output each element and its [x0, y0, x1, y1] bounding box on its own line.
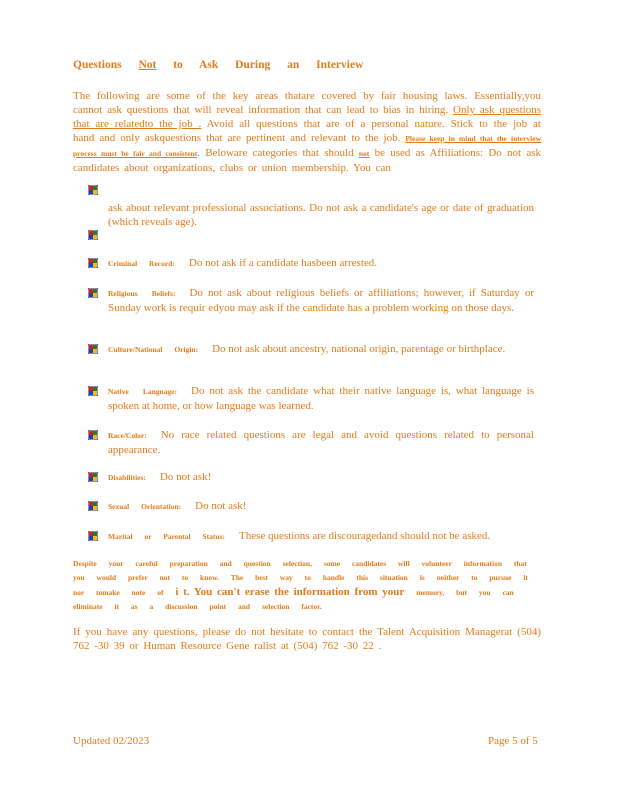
bullet-icon: [88, 258, 98, 268]
bullet-icon: [88, 430, 98, 440]
despite-text-2: memory, but you can eliminate it as a discussion point and selection factor.: [73, 588, 514, 611]
despite-emphasis: i t. You can't erase the information from your: [175, 586, 405, 598]
bullet-icon: [88, 230, 98, 240]
list-item-text: Do not ask!: [159, 471, 212, 483]
intro-text-4: be used as: [374, 147, 425, 159]
bullet-icon: [88, 185, 98, 195]
intro-text-1: The following are some of the key areas thatare covered by fair housing laws. Essentially,you cannot ask questions that will reveal information that can lead to bias in hiring.: [73, 90, 541, 116]
list-item: [108, 529, 534, 544]
bullet-icon: [88, 386, 98, 396]
bullet-icon: [88, 531, 98, 541]
list-item: [108, 342, 534, 357]
bullet-icon: [88, 472, 98, 482]
list-item-text: Do not ask if a candidate hasbeen arrested.: [188, 257, 378, 269]
list-item: [108, 286, 534, 315]
intro-underlined: Only ask questions that are relatedto the job .: [73, 104, 542, 130]
intro-text-3: . Beloware categories that should: [197, 147, 354, 159]
list-item-label: Race/Color:: [108, 431, 147, 440]
title-part-rest: to Ask During an Interview: [173, 59, 364, 71]
list-item-label: Marital or Parental Status:: [108, 532, 226, 541]
list-item-label: Culture/National Origin:: [108, 345, 199, 354]
footer-page-number: Page 5 of 5: [488, 735, 538, 747]
title-part-questions: Questions: [73, 59, 122, 71]
list-item-text: ask about relevant professional associations. Do not ask a candidate's age or date of graduation (which reveals age).: [108, 202, 534, 228]
intro-paragraph: [73, 89, 541, 175]
intro-small-not: not: [358, 149, 370, 158]
despite-text: Despite your careful preparation and question selection, some candidates will volunteer information that you would prefer not to know. The best way to handle this situation is neither to pursue it nor tomake note of: [73, 559, 528, 597]
list-item-label: Native Language:: [108, 387, 178, 396]
list-item-text: Do not ask about religious beliefs or affiliations; however, if Saturday or Sunday work is requir edyou may ask if the candidate has a problem working on those days.: [108, 287, 534, 314]
intro-text-2: Avoid all questions that are of a personal nature. Stick to the job at hand and only askquestions that are pertinent and relevant to the job.: [73, 118, 541, 144]
despite-paragraph: [73, 557, 541, 614]
intro-small-underlined: Please keep in mind that the interview process must be fair and consistent: [73, 134, 541, 158]
list-item-label: Criminal Record:: [108, 259, 175, 268]
list-item-text: These questions are discouragedand should not be asked.: [239, 530, 491, 542]
list-item: [108, 428, 534, 457]
list-item: [108, 201, 534, 229]
contact-text: If you have any questions, please do not hesitate to contact the Talent Acquisition Managerat (504) 762 -30 39 or Human Resource Gene ralist at (504) 762 -30 22 .: [73, 626, 541, 652]
list-item-text: Do not ask!: [195, 500, 247, 512]
list-item-text: Do not ask about ancestry, national origin, parentage or birthplace.: [212, 343, 506, 355]
list-item-label: Disabilities:: [108, 473, 146, 482]
title-part-not: Not: [138, 59, 157, 71]
list-item: [108, 470, 534, 485]
list-item: [108, 384, 534, 413]
intro-affiliations: Affiliations: Do not ask candidates about organizations, clubs or union membership. You can: [73, 147, 542, 174]
contact-paragraph: [73, 625, 541, 653]
list-item-text: Do not ask the candidate what their native language is, what language is spoken at home, or how language was learned.: [108, 385, 535, 412]
list-item: [108, 499, 534, 514]
bullet-icon: [88, 501, 98, 511]
list-item-label: Religious Beliefs:: [108, 289, 176, 298]
bullet-icon: [88, 344, 98, 354]
footer-updated: Updated 02/2023: [73, 735, 150, 747]
list-item-label: Sexual Orientation:: [108, 502, 182, 511]
list-item-text: No race related questions are legal and avoid questions related to personal appearance.: [108, 429, 534, 456]
list-item: [108, 256, 534, 271]
page-title: [73, 59, 363, 71]
bullet-icon: [88, 288, 98, 298]
